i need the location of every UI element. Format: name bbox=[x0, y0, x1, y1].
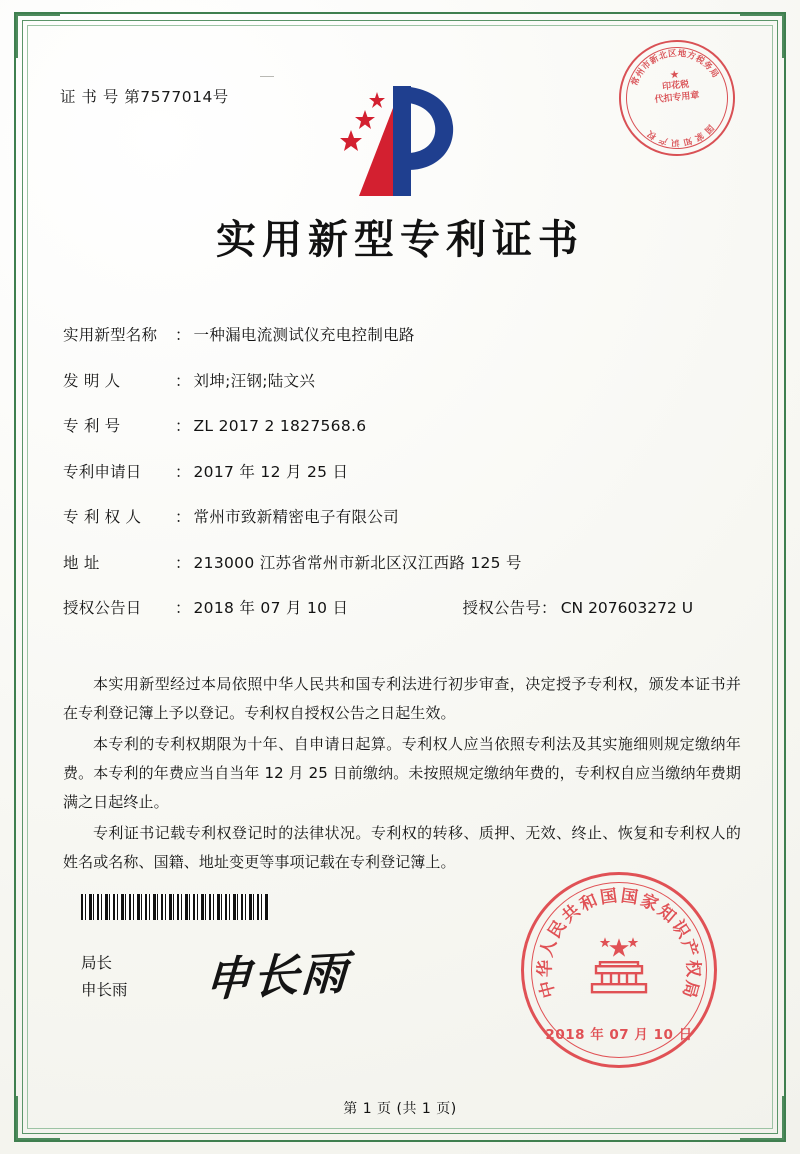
field-value: ZL 2017 2 1827568.6 bbox=[193, 417, 367, 435]
seal-arc-char: 新 bbox=[648, 53, 661, 67]
field-colon: ： bbox=[175, 417, 191, 435]
grant-number-label: 授权公告号： bbox=[462, 599, 557, 617]
seal-arc-char: 家 bbox=[692, 129, 706, 143]
field-value: 刘坤;汪钢;陆文兴 bbox=[193, 371, 316, 390]
field-row bbox=[63, 460, 745, 482]
grant-number-value: CN 207603272 U bbox=[560, 599, 694, 617]
seal-arc-char: 识 bbox=[671, 136, 680, 148]
page-title: 实用新型专利证书 bbox=[216, 217, 584, 263]
scan-artifact bbox=[260, 76, 274, 77]
grant-row bbox=[63, 596, 745, 618]
field-colon: ： bbox=[175, 326, 191, 344]
handwritten-signature: 申长雨 bbox=[203, 945, 351, 1007]
field-row bbox=[63, 323, 745, 345]
field-label: 专 利 权 人 bbox=[63, 508, 142, 526]
corner-ornament-top-left bbox=[16, 14, 60, 58]
director-block bbox=[81, 950, 128, 1004]
national-emblem-icon bbox=[580, 932, 658, 1002]
seal-arc-char: 中 bbox=[536, 978, 560, 1000]
sipo-logo bbox=[335, 78, 465, 203]
field-row bbox=[63, 414, 745, 436]
legal-paragraph: 本专利的专利权期限为十年、自申请日起算。专利权人应当依照专利法及其实施细则规定缴纳年费。本专利的年费应当自当年 12 月 25 日前缴纳。未按照规定缴纳年费的，专利权自应当缴纳年费期满之日起终止。 bbox=[63, 735, 741, 811]
corner-ornament-top-right bbox=[740, 14, 784, 58]
seal-arc-char: 州 bbox=[634, 66, 648, 80]
seal-arc-char: 地 bbox=[677, 48, 687, 60]
seal-arc-char: 人 bbox=[536, 937, 561, 960]
seal-arc-char: 国 bbox=[598, 886, 619, 909]
certificate-number: 证 书 号 第7577014号 bbox=[60, 88, 229, 106]
corner-ornament-bottom-left bbox=[16, 1096, 60, 1140]
tax-seal-arc-bottom bbox=[615, 36, 738, 159]
seal-arc-char: 识 bbox=[667, 916, 694, 943]
seal-arc-char: 务 bbox=[700, 59, 714, 73]
seal-arc-char: 北 bbox=[657, 50, 669, 63]
field-value: 213000 江苏省常州市新北区汉江西路 125 号 bbox=[193, 553, 522, 572]
seal-arc-char: 知 bbox=[682, 134, 693, 147]
seal-arc-char: 税 bbox=[693, 53, 707, 67]
corner-ornament-bottom-right bbox=[740, 1096, 784, 1140]
seal-arc-char: 区 bbox=[667, 48, 678, 60]
field-row bbox=[63, 505, 745, 527]
seal-arc-char: 国 bbox=[702, 122, 716, 136]
legal-paragraph: 专利证书记载专利权登记时的法律状况。专利权的转移、质押、无效、终止、恢复和专利权人的姓名或名称、国籍、地址变更等事项记载在专利登记簿上。 bbox=[63, 824, 741, 871]
seal-arc-char: 和 bbox=[576, 890, 601, 916]
seal-arc-char: 局 bbox=[706, 67, 721, 80]
field-colon: ： bbox=[175, 599, 191, 617]
field-colon: ： bbox=[175, 508, 191, 526]
field-row bbox=[63, 551, 745, 573]
seal-arc-char: 民 bbox=[544, 916, 571, 943]
seal-arc-char: 华 bbox=[535, 959, 556, 978]
seal-arc-char: 家 bbox=[637, 890, 662, 916]
field-row bbox=[63, 369, 745, 391]
grant-date-label: 授权公告日 bbox=[63, 599, 142, 617]
field-list bbox=[63, 323, 745, 642]
seal-arc-char: 权 bbox=[682, 959, 703, 978]
director-label: 局长 bbox=[81, 954, 113, 972]
tax-seal-line1: 印花税 bbox=[661, 79, 690, 93]
legal-paragraph: 本实用新型经过本局依照中华人民共和国专利法进行初步审查，决定授予专利权，颁发本证书并在专利登记簿上予以登记。专利权自授权公告之日起生效。 bbox=[63, 675, 741, 722]
field-label: 地 址 bbox=[63, 553, 100, 572]
field-colon: ： bbox=[175, 553, 191, 572]
seal-arc-char: 知 bbox=[653, 900, 680, 928]
tax-seal-line2: 代扣专用章 bbox=[654, 90, 700, 106]
field-colon: ： bbox=[175, 371, 191, 390]
seal-arc-char: 方 bbox=[685, 50, 697, 63]
field-colon: ： bbox=[175, 462, 191, 481]
page-footer: 第 1 页 (共 1 页) bbox=[343, 1101, 457, 1117]
field-label: 实用新型名称 bbox=[63, 326, 158, 344]
barcode bbox=[81, 894, 269, 920]
seal-arc-char: 常 bbox=[629, 75, 643, 88]
legal-paragraphs bbox=[63, 670, 741, 879]
seal-arc-char: 权 bbox=[646, 127, 659, 142]
tax-stamp-seal bbox=[613, 34, 740, 161]
field-label: 发 明 人 bbox=[63, 371, 121, 390]
government-official-seal bbox=[521, 872, 717, 1068]
field-value: 2017 年 12 月 25 日 bbox=[193, 462, 349, 481]
gov-seal-date: 2018 年 07 月 10 日 bbox=[545, 1027, 693, 1043]
seal-arc-char: 产 bbox=[657, 133, 669, 146]
field-label: 专 利 号 bbox=[63, 417, 121, 435]
certificate-content bbox=[55, 40, 745, 1124]
field-value: 常州市致新精密电子有限公司 bbox=[193, 508, 399, 526]
grant-date-value: 2018 年 07 月 10 日 bbox=[193, 599, 349, 617]
seal-arc-char: 产 bbox=[677, 937, 702, 960]
field-value: 一种漏电流测试仪充电控制电路 bbox=[193, 326, 415, 344]
seal-arc-char: 共 bbox=[558, 900, 585, 928]
logo-svg bbox=[335, 78, 465, 203]
seal-arc-char: 国 bbox=[619, 886, 640, 909]
director-name: 申长雨 bbox=[81, 981, 128, 999]
seal-arc-char: 市 bbox=[640, 59, 654, 73]
field-label: 专利申请日 bbox=[63, 462, 142, 481]
tax-seal-star: ★ bbox=[668, 67, 681, 82]
seal-arc-char: 局 bbox=[678, 978, 702, 1000]
